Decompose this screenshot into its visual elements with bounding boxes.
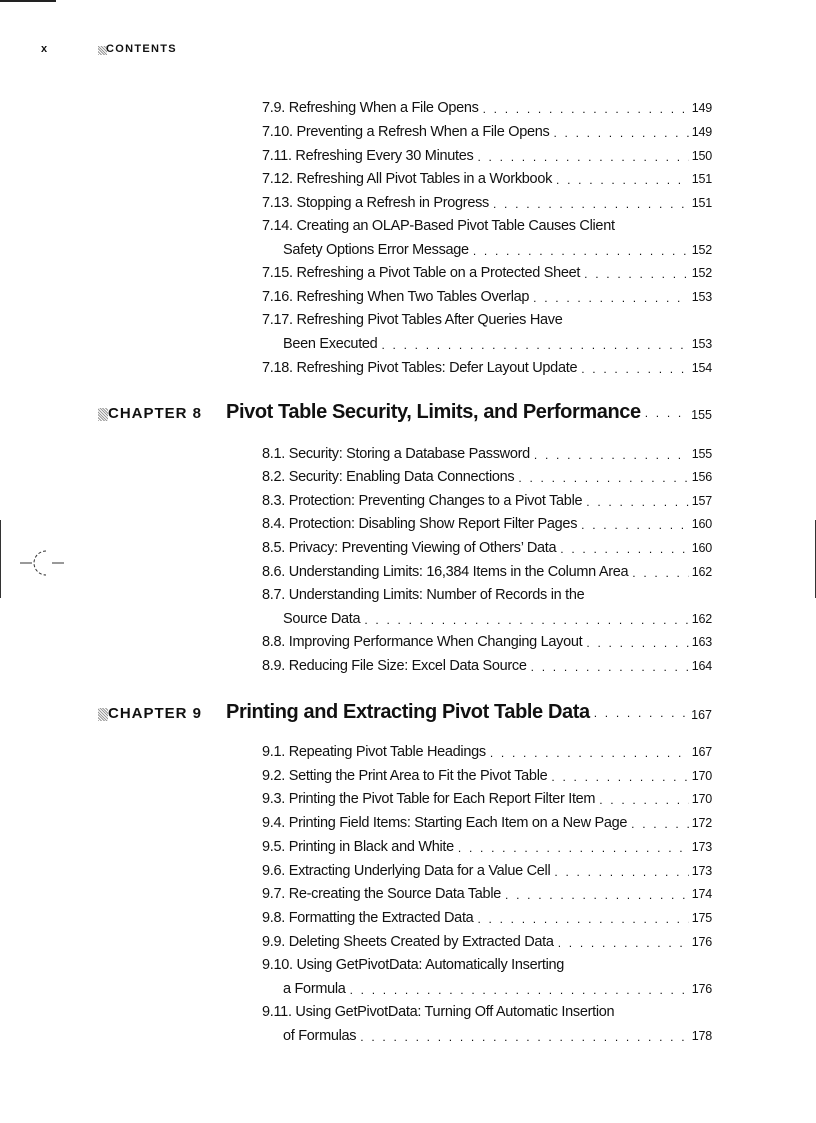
- entry-title: 9.11. Using GetPivotData: Turning Off Automatic Insertion: [262, 1004, 615, 1020]
- leader-dots: [556, 171, 689, 189]
- entry-title: 9.7. Re-creating the Source Data Table: [262, 886, 502, 902]
- leader-dots: [505, 886, 689, 904]
- entry-title: 9.10. Using GetPivotData: Automatically Inserting: [262, 957, 565, 973]
- toc-entry-continuation: [283, 979, 712, 999]
- leader-dots: [551, 768, 688, 786]
- entry-title: 9.9. Deleting Sheets Created by Extracted Data: [262, 934, 554, 950]
- page-number: 164: [691, 659, 712, 673]
- toc-entry: [262, 358, 712, 378]
- entry-title: Safety Options Error Message: [283, 242, 469, 258]
- toc-entry: [262, 955, 712, 975]
- entry-title: 9.1. Repeating Pivot Table Headings: [262, 744, 486, 760]
- chapter-heading: [98, 399, 712, 425]
- page-folio: x: [41, 43, 48, 55]
- page-number: 149: [691, 125, 712, 139]
- page-number: 155: [691, 447, 712, 461]
- entry-title: 7.15. Refreshing a Pivot Table on a Protected Sheet: [262, 265, 581, 281]
- page-number: 175: [691, 911, 712, 925]
- toc-entry: [262, 884, 712, 904]
- page-number: 167: [691, 745, 712, 759]
- entry-title: 9.6. Extracting Underlying Data for a Value Cell: [262, 863, 551, 879]
- page-number: 162: [691, 565, 712, 579]
- entry-title: 7.10. Preventing a Refresh When a File Opens: [262, 124, 550, 140]
- leader-dots: [360, 1028, 688, 1046]
- entry-title: Been Executed: [283, 336, 378, 352]
- page-number: 151: [691, 172, 712, 186]
- leader-dots: [483, 100, 689, 118]
- leader-dots: [381, 336, 688, 354]
- page-number: 173: [691, 864, 712, 878]
- toc-entry: [262, 122, 712, 142]
- crop-mark-top: [0, 0, 56, 2]
- page-number: 149: [691, 101, 712, 115]
- chapter-title: Pivot Table Security, Limits, and Performance: [226, 401, 641, 423]
- chapter-heading: [98, 699, 712, 725]
- entry-title: 8.4. Protection: Disabling Show Report Filter Pages: [262, 516, 578, 532]
- entry-title: 9.2. Setting the Print Area to Fit the Pivot Table: [262, 768, 548, 784]
- toc-entry: [262, 98, 712, 118]
- toc-entry: [262, 1002, 712, 1022]
- page-number: 167: [691, 708, 712, 722]
- entry-title: a Formula: [283, 981, 346, 997]
- toc-entry-continuation: [283, 609, 712, 629]
- entry-title: 9.3. Printing the Pivot Table for Each Report Filter Item: [262, 791, 596, 807]
- page-number: 170: [691, 769, 712, 783]
- entry-title: 7.16. Refreshing When Two Tables Overlap: [262, 289, 530, 305]
- toc-entry: [262, 908, 712, 928]
- page-number: 153: [691, 290, 712, 304]
- entry-title: 7.9. Refreshing When a File Opens: [262, 100, 479, 116]
- page-number: 172: [691, 816, 712, 830]
- chapter-ornament: [98, 708, 108, 721]
- page-number: 163: [691, 635, 712, 649]
- toc-entry-continuation: [283, 334, 712, 354]
- leader-dots: [490, 744, 689, 762]
- toc-entry: [262, 742, 712, 762]
- toc-entry-continuation: [283, 1026, 712, 1046]
- toc-entry: [262, 467, 712, 487]
- toc-entry: [262, 932, 712, 952]
- page-number: 176: [691, 935, 712, 949]
- page-number: 178: [691, 1029, 712, 1043]
- toc-entry: [262, 216, 712, 236]
- toc-entry-continuation: [283, 240, 712, 260]
- toc-entry: [262, 491, 712, 511]
- chapter-ornament: [98, 408, 108, 421]
- leader-dots: [560, 540, 688, 558]
- entry-title: 7.14. Creating an OLAP-Based Pivot Table Causes Client: [262, 218, 615, 234]
- entry-title: 7.17. Refreshing Pivot Tables After Queries Have: [262, 312, 563, 328]
- toc-entry: [262, 444, 712, 464]
- leader-dots: [553, 124, 688, 142]
- leader-dots: [533, 289, 689, 307]
- entry-title: 8.6. Understanding Limits: 16,384 Items in the Column Area: [262, 564, 629, 580]
- toc-entry: [262, 861, 712, 881]
- entry-title: 8.2. Security: Enabling Data Connections: [262, 469, 515, 485]
- leader-dots: [586, 634, 688, 652]
- leader-dots: [584, 265, 689, 283]
- leader-dots: [518, 469, 688, 487]
- leader-dots: [581, 516, 689, 534]
- toc-entry: [262, 813, 712, 833]
- page-number: 173: [691, 840, 712, 854]
- leader-dots: [473, 242, 689, 260]
- leader-dots: [531, 658, 689, 676]
- entry-title: 9.4. Printing Field Items: Starting Each Item on a New Page: [262, 815, 628, 831]
- toc-entry: [262, 656, 712, 676]
- page-number: 152: [691, 266, 712, 280]
- leader-dots: [493, 195, 689, 213]
- entry-title: 8.3. Protection: Preventing Changes to a Pivot Table: [262, 493, 583, 509]
- leader-dots: [631, 815, 689, 833]
- entry-title: 8.1. Security: Storing a Database Password: [262, 446, 530, 462]
- entry-title: 7.18. Refreshing Pivot Tables: Defer Layout Update: [262, 360, 578, 376]
- entry-title: 9.8. Formatting the Extracted Data: [262, 910, 474, 926]
- leader-dots: [364, 611, 688, 629]
- entry-title: 8.8. Improving Performance When Changing Layout: [262, 634, 583, 650]
- running-head-label: CONTENTS: [106, 43, 177, 55]
- page-number: 162: [691, 612, 712, 626]
- page-number: 152: [691, 243, 712, 257]
- page-number: 170: [691, 792, 712, 806]
- entry-title: Source Data: [283, 611, 361, 627]
- leader-dots: [586, 493, 688, 511]
- toc-entry: [262, 146, 712, 166]
- crop-mark-left: [0, 520, 1, 598]
- toc-entry: [262, 766, 712, 786]
- entry-title: 9.5. Printing in Black and White: [262, 839, 454, 855]
- page-number: 160: [691, 541, 712, 555]
- leader-dots: [554, 863, 688, 881]
- leader-dots: [477, 910, 688, 928]
- toc-entry: [262, 585, 712, 605]
- page-number: 154: [691, 361, 712, 375]
- leader-dots: [458, 839, 689, 857]
- toc-entry: [262, 287, 712, 307]
- entry-title: 8.9. Reducing File Size: Excel Data Source: [262, 658, 527, 674]
- page-number: 153: [691, 337, 712, 351]
- leader-dots: [599, 791, 689, 809]
- leader-dots: [350, 981, 689, 999]
- page-number: 155: [691, 408, 712, 422]
- entry-title: 8.7. Understanding Limits: Number of Records in the: [262, 587, 585, 603]
- toc-entry: [262, 789, 712, 809]
- toc-entry: [262, 514, 712, 534]
- chapter-title: Printing and Extracting Pivot Table Data: [226, 701, 590, 723]
- leader-dots: [477, 148, 688, 166]
- registration-mark-icon: [20, 548, 64, 578]
- leader-dots: [558, 934, 689, 952]
- entry-title: 7.11. Refreshing Every 30 Minutes: [262, 148, 474, 164]
- toc-entry: [262, 193, 712, 213]
- entry-title: 8.5. Privacy: Preventing Viewing of Others’ Data: [262, 540, 557, 556]
- leader-dots: [581, 360, 689, 378]
- toc-entry: [262, 538, 712, 558]
- page-number: 174: [691, 887, 712, 901]
- page-number: 157: [691, 494, 712, 508]
- page-number: 160: [691, 517, 712, 531]
- leader-dots: [594, 704, 688, 725]
- leader-dots: [645, 404, 688, 425]
- page-number: 176: [691, 982, 712, 996]
- page-number: 150: [691, 149, 712, 163]
- entry-title: 7.12. Refreshing All Pivot Tables in a Workbook: [262, 171, 553, 187]
- page-number: 151: [691, 196, 712, 210]
- chapter-label: CHAPTER 8: [108, 405, 203, 422]
- leader-dots: [632, 564, 688, 582]
- toc-entry: [262, 632, 712, 652]
- toc-entry: [262, 837, 712, 857]
- chapter-label: CHAPTER 9: [108, 705, 203, 722]
- leader-dots: [534, 446, 689, 464]
- toc-entry: [262, 169, 712, 189]
- entry-title: of Formulas: [283, 1028, 357, 1044]
- page-number: 156: [691, 470, 712, 484]
- toc-entry: [262, 310, 712, 330]
- toc-entry: [262, 562, 712, 582]
- toc-entry: [262, 263, 712, 283]
- entry-title: 7.13. Stopping a Refresh in Progress: [262, 195, 489, 211]
